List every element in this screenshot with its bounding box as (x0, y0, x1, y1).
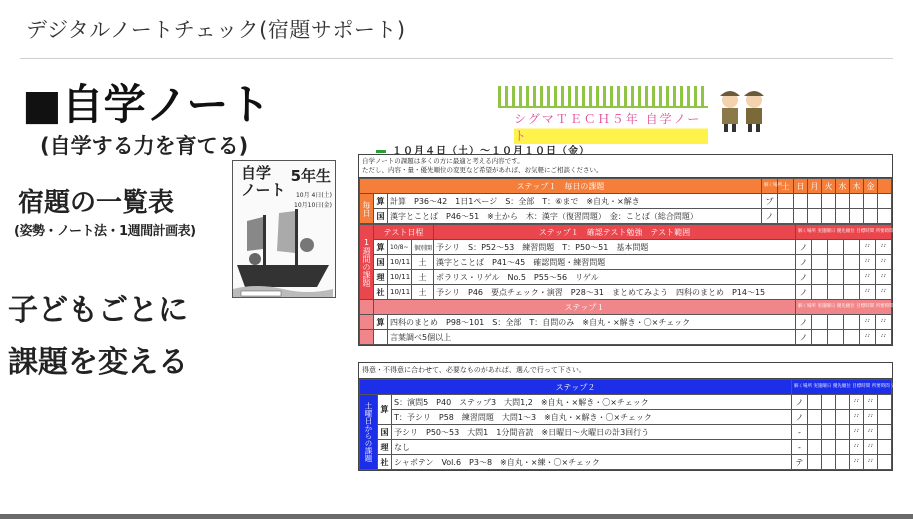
check-cell[interactable]: ♪♪ (863, 395, 877, 410)
check-cell[interactable]: ♪♪ (859, 315, 875, 330)
check-cell[interactable] (821, 455, 835, 470)
row-subject: 算 (374, 194, 388, 209)
main-heading: ■自学ノート (22, 80, 271, 129)
table-row (360, 270, 892, 285)
check-cell[interactable]: ♪♪ (849, 410, 863, 425)
table-row (360, 395, 892, 410)
check-cell[interactable] (807, 455, 821, 470)
row-text: 予シリ S：P52～53 練習問題 T：P50～51 基本問題 (434, 240, 796, 255)
col-small-header: 解く場所 (762, 179, 778, 194)
row-subject: 社 (374, 285, 388, 300)
row-type: 土 (412, 255, 434, 270)
row-mark: ノ (795, 240, 811, 255)
row-mark: ノ (762, 209, 778, 224)
step1-daily-header: ステップ１ 毎日の課題 (360, 179, 762, 194)
notebook-dates: 10月 4日(土) 10月10日(金) (294, 192, 332, 209)
label-fill (360, 330, 374, 345)
check-cell[interactable]: ♪♪ (863, 455, 877, 470)
homework-sheet (358, 154, 905, 346)
step1-subheader: ステップ１ (374, 300, 796, 315)
row-text: T：予シリ P58 練習問題 大問1～3 ※自丸・×解き・〇×チェック (392, 410, 792, 425)
sheet-note-line1: 自学ノートの課題は多くの方に最適と考える内容です。 (362, 157, 524, 165)
check-cell[interactable] (843, 270, 859, 285)
check-cell[interactable] (808, 194, 822, 209)
tagline-line1: 子どもごとに (8, 293, 188, 328)
row-subject: 国 (374, 209, 388, 224)
check-cell[interactable] (778, 209, 794, 224)
sheet-note (359, 155, 892, 178)
row-subject: 算 (374, 240, 388, 255)
row-text: 漢字とことば P41～45 確認問題・練習問題 (434, 255, 796, 270)
check-cell[interactable] (836, 194, 850, 209)
check-cell[interactable] (811, 255, 827, 270)
check-cell[interactable] (877, 440, 891, 455)
check-cell[interactable] (811, 270, 827, 285)
check-cell[interactable]: ♪♪ (863, 440, 877, 455)
check-cell[interactable] (821, 395, 835, 410)
row-mark: - (791, 425, 807, 440)
table-row (360, 255, 892, 270)
check-cell[interactable] (835, 440, 849, 455)
check-cell[interactable] (843, 315, 859, 330)
row-mark: ノ (795, 315, 811, 330)
row-type: 土 (412, 270, 434, 285)
test-table (359, 224, 905, 345)
table-row (360, 455, 892, 470)
check-cell[interactable] (811, 285, 827, 300)
day-sun: 日 (794, 179, 808, 194)
check-cell[interactable] (827, 285, 843, 300)
table-row (360, 209, 892, 224)
check-cell[interactable] (878, 209, 892, 224)
check-cell[interactable] (821, 425, 835, 440)
check-cell[interactable]: ♪♪ (863, 425, 877, 440)
check-cell[interactable] (877, 410, 891, 425)
check-cell[interactable]: ♪♪ (859, 270, 875, 285)
date-range-text: １０月４日（土）～１０月１０日（金） (392, 146, 590, 157)
check-cell[interactable]: ♪♪ (849, 455, 863, 470)
day-wed: 水 (836, 179, 850, 194)
table-row (360, 330, 892, 345)
check-cell[interactable]: ♪♪ (875, 315, 891, 330)
check-cell[interactable] (877, 455, 891, 470)
tagline-line2: 課題を変える (8, 345, 188, 380)
row-text: S：演問5 P40 ステップ3 大問1,2 ※自丸・×解き・〇×チェック (392, 395, 792, 410)
check-cell[interactable]: ♪♪ (849, 425, 863, 440)
check-cell[interactable] (850, 209, 864, 224)
row-date: 10/11 (388, 285, 412, 300)
day-sat: 土 (778, 179, 794, 194)
homework-table (359, 178, 892, 224)
table-row (360, 240, 892, 255)
check-cell[interactable]: ♪♪ (875, 330, 891, 345)
check-cell[interactable]: ♪♪ (859, 255, 875, 270)
daily-label: 毎日 (360, 194, 374, 224)
check-cell[interactable] (827, 255, 843, 270)
row-mark: ノ (791, 410, 807, 425)
row-text: シャボテン Vol.6 P3～8 ※自丸・×練・〇×チェック (392, 455, 792, 470)
check-cell[interactable] (877, 425, 891, 440)
row-text: なし (392, 440, 792, 455)
check-cell[interactable]: ♪♪ (849, 395, 863, 410)
table-row (360, 410, 892, 425)
test-date-col: テスト日程 (374, 225, 434, 240)
row-subject: 社 (378, 455, 392, 470)
tagline (8, 285, 188, 389)
kids-illustration (716, 86, 768, 132)
step2-sheet (358, 362, 901, 471)
row-text: 漢字とことば P46～51 ※土から 木：漢字（復習問題） 金：ことば（総合問題） (388, 209, 762, 224)
check-cell[interactable] (811, 330, 827, 345)
table-row (360, 315, 892, 330)
fence-decoration (498, 86, 708, 108)
list-title: 宿題の一覧表 (18, 188, 175, 218)
row-mark: プ (762, 194, 778, 209)
table-row (360, 425, 892, 440)
row-type: 土 (412, 285, 434, 300)
day-thu: 木 (850, 179, 864, 194)
row-subject: 算 (378, 395, 392, 425)
row-date: 10/11 (388, 255, 412, 270)
step2-header-row (360, 380, 892, 395)
day-spare (878, 179, 892, 194)
check-cell[interactable] (811, 240, 827, 255)
notebook-title-2: ノート (241, 181, 286, 199)
sheet-note-line2: ただし、内容・量・優先順位の変更など希望があれば、お気軽にご相談ください。 (362, 166, 603, 174)
row-subject: 国 (374, 255, 388, 270)
check-cell[interactable] (835, 425, 849, 440)
step2-table (359, 379, 901, 470)
day-mon: 月 (808, 179, 822, 194)
step1-sub-blank (360, 300, 374, 315)
row-subject: 算 (374, 315, 388, 330)
check-cell[interactable] (835, 395, 849, 410)
check-cell[interactable]: ♪♪ (875, 240, 891, 255)
notebook-title-1: 自学 (241, 164, 272, 182)
step2-label: 土曜日からの課題 (360, 395, 378, 470)
notebook-cover (232, 160, 336, 298)
check-cell[interactable] (843, 285, 859, 300)
notebook-title (241, 165, 286, 199)
check-cell[interactable] (821, 410, 835, 425)
row-subject: 理 (374, 270, 388, 285)
step2-extra-cols: 解く場所 実施曜日 優先順位 目標時間 所要時間 完了 (791, 380, 891, 395)
check-cell[interactable] (794, 194, 808, 209)
bottom-bar (0, 514, 913, 519)
check-cell[interactable] (835, 455, 849, 470)
check-cell[interactable]: ♪♪ (875, 255, 891, 270)
test-header: ステップ１ 確認テスト勉強 テスト範囲 (434, 225, 796, 240)
row-text: 言葉調べ5個以上 (388, 330, 796, 345)
row-subject: 国 (378, 425, 392, 440)
check-cell[interactable] (864, 209, 878, 224)
row-mark: ノ (791, 395, 807, 410)
day-tue: 火 (822, 179, 836, 194)
banner-title: シグマＴＥＣＨ５年 自学ノート (514, 110, 708, 144)
test-extra-cols: 解く場所 実施曜日 優先順位 目標時間 所要時間 完了 (795, 225, 891, 240)
check-cell[interactable] (822, 209, 836, 224)
ship-illustration (233, 205, 335, 297)
check-cell[interactable]: ♪♪ (859, 240, 875, 255)
check-cell[interactable] (835, 410, 849, 425)
check-cell[interactable] (864, 194, 878, 209)
label-fill (360, 315, 374, 330)
table-row (360, 440, 892, 455)
row-text: 計算 P36～42 1日1ページ S：全部 T：⑥まで ※自丸・×解き (388, 194, 762, 209)
header-divider (20, 58, 893, 59)
step2-header: ステップ２ (360, 380, 792, 395)
banner (498, 82, 708, 143)
check-cell[interactable] (807, 410, 821, 425)
weekly-label: 1週間の課題 (360, 225, 374, 300)
row-mark: ノ (795, 255, 811, 270)
page-header-title: デジタルノートチェック(宿題サポート) (26, 18, 406, 42)
check-cell[interactable] (827, 315, 843, 330)
check-cell[interactable] (850, 194, 864, 209)
list-note: (姿勢・ノート法・1週間計画表) (14, 224, 196, 239)
check-cell[interactable] (807, 440, 821, 455)
row-date: 10/8~ (388, 240, 412, 255)
check-cell[interactable] (836, 209, 850, 224)
row-text: 予シリ P46 要点チェック・演習 P28～31 まとめてみよう 四科のまとめ P14～15 (434, 285, 796, 300)
table-row (360, 194, 892, 209)
check-cell[interactable]: ♪♪ (859, 330, 875, 345)
check-cell[interactable]: ♪♪ (875, 270, 891, 285)
check-cell[interactable]: ♪♪ (849, 440, 863, 455)
check-cell[interactable] (827, 240, 843, 255)
step1-header-row (360, 179, 892, 194)
step1-subheader-row (360, 300, 892, 315)
check-cell[interactable] (821, 440, 835, 455)
row-mark: ノ (795, 270, 811, 285)
check-cell[interactable] (878, 194, 892, 209)
row-mark: ノ (795, 330, 811, 345)
check-cell[interactable] (778, 194, 794, 209)
row-mark: - (791, 440, 807, 455)
check-cell[interactable]: ♪♪ (859, 285, 875, 300)
check-cell[interactable] (811, 315, 827, 330)
subtitle: (自学する力を育てる) (40, 134, 249, 158)
check-cell[interactable] (843, 255, 859, 270)
check-cell[interactable] (794, 209, 808, 224)
test-header-row (360, 225, 892, 240)
row-subject: 理 (378, 440, 392, 455)
row-mark: テ (791, 455, 807, 470)
row-mark: ノ (795, 285, 811, 300)
check-cell[interactable] (808, 209, 822, 224)
check-cell[interactable] (843, 240, 859, 255)
row-text: 四科のまとめ P98～101 S：全部 T：自問のみ ※自丸・×解き・〇×チェック (388, 315, 796, 330)
row-text: 予シリ P50～53 大問1 1分間音読 ※日曜日～火曜日の計3回行う (392, 425, 792, 440)
step2-note: 得意・不得意に合わせて、必要なものがあれば、選んで行って下さい。 (359, 363, 892, 379)
check-cell[interactable] (827, 270, 843, 285)
row-date: 10/11 (388, 270, 412, 285)
row-type: 個別開 (412, 240, 434, 255)
day-fri: 金 (864, 179, 878, 194)
step1-sub-extra: 解く場所 実施曜日 優先順位 目標時間 所要時間 完了 (795, 300, 891, 315)
check-cell[interactable] (807, 425, 821, 440)
check-cell[interactable] (843, 330, 859, 345)
table-row (360, 285, 892, 300)
check-cell[interactable] (827, 330, 843, 345)
check-cell[interactable] (877, 395, 891, 410)
check-cell[interactable]: ♪♪ (875, 285, 891, 300)
row-subject (374, 330, 388, 345)
green-dash-icon (376, 150, 386, 153)
notebook-grade: 5年生 (290, 167, 331, 185)
check-cell[interactable] (807, 395, 821, 410)
check-cell[interactable] (822, 194, 836, 209)
row-text: ポラリス・リゲル No.5 P55～56 リゲル (434, 270, 796, 285)
check-cell[interactable]: ♪♪ (863, 410, 877, 425)
